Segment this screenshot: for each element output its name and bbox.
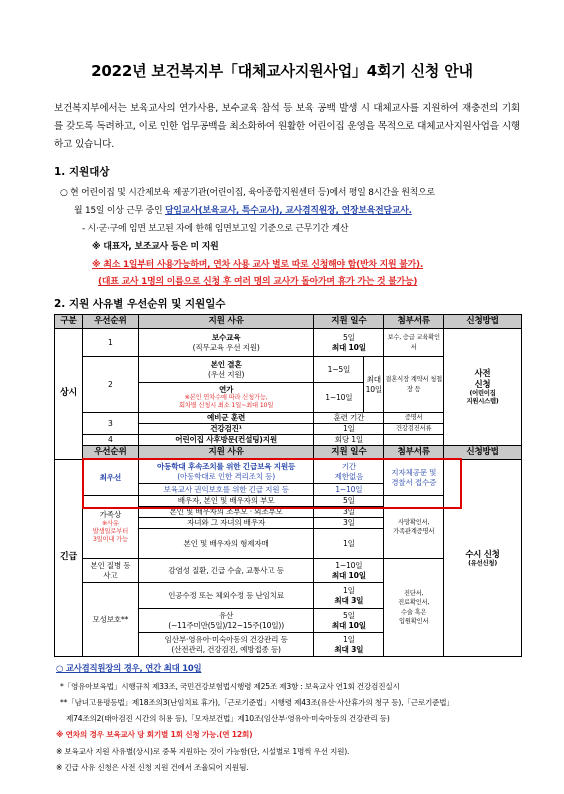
section2-heading: 2. 지원 사유별 우선순위 및 지원일수: [54, 298, 226, 310]
method-urgent: 수시 신청 (유선신청): [444, 460, 522, 657]
rank-cell: 4: [82, 435, 138, 446]
reason-cell: 임산부·영유아·미숙아동의 건강관리 등 (산전관리, 건강검진, 예방접종 등): [138, 633, 314, 657]
days-cell: 기간 제한없음: [314, 460, 384, 484]
reason-cell: 감염성 질환, 긴급 수술, 교통사고 등: [138, 559, 314, 583]
days-cell: 훈련 기간: [314, 413, 384, 424]
note-5: ※ 연차의 경우 보육교사 당 회기별 1회 신청 가능.(연 12회): [56, 730, 253, 739]
reason-cell: 유산 (~11주미만(5일)/12~15주(10일)): [138, 609, 314, 633]
doc-cell: 진단서, 진료확인서, 수술 혹은 입원확인서: [384, 559, 444, 657]
days-cell: 1일: [314, 529, 384, 559]
table-row: [55, 460, 522, 484]
table-header-row-2: [55, 446, 522, 460]
rank-cell: 2: [82, 357, 138, 413]
doc-cell: 지자체공문 및 경찰서 접수증: [384, 460, 444, 496]
reason-cell: 본인 및 배우자의 형제자매: [138, 529, 314, 559]
group-regular: 상시: [55, 329, 83, 460]
days-cell: 5일: [314, 496, 384, 507]
days-cell: 회당 1일: [314, 435, 384, 446]
reason-cell: 보수교육 (직무교육 우선 지원): [138, 329, 314, 357]
days-cell: 5일 최대 10일: [314, 609, 384, 633]
doc-cell: 보수, 승급 교육확인서: [384, 329, 444, 357]
sick-cell: 본인 질병 등 사고: [82, 559, 138, 583]
days-cell: 3일: [314, 518, 384, 529]
method-regular: 사전 신청 (어린이집 지원시스템): [444, 329, 522, 446]
reason-cell: 배우자, 본인 및 배우자의 부모: [138, 496, 314, 507]
note-1: ○ 교사겸직원장의 경우, 연간 최대 10일: [56, 663, 202, 673]
support-table: [54, 314, 522, 657]
header-cell: 우선순위: [82, 315, 138, 329]
table-header-row: [55, 315, 522, 329]
note-4: 제74조의2(태아검진 시간의 허용 등),「모자보건법」제10조(임산부·영유아·미숙아동의 건강관리 등): [66, 714, 390, 723]
target-line-6: (대표 교사 1명의 이름으로 신청 후 여러 명의 교사가 돌아가며 휴가 가는 것 불가능): [98, 277, 418, 287]
reason-cell: 보육교사 권익보호를 위한 긴급 지원 등: [138, 484, 314, 496]
header-cell: 신청방법: [444, 315, 522, 329]
days-cell: 1일 최대 3일: [314, 583, 384, 609]
header-cell: 지원 사유: [138, 315, 314, 329]
doc-cell: 건강검진서류: [384, 424, 444, 435]
days-cell: 3일: [314, 507, 384, 518]
reason-cell: 예비군 훈련: [138, 413, 314, 424]
target-line-2: [74, 203, 412, 216]
intro-paragraph: 보건복지부에서는 보육교사의 연가사용, 보수교육 참석 등 보육 공백 발생 시 대체교사를 지원하여 재충전의 기회를 갖도록 독려하고, 이로 인한 업무공백을 최소화하여 원활한 어린이집 운영을 목적으로 대체교사지원사업을 시행하고 있습니다.: [54, 103, 520, 150]
header-cell: 지원 일수: [314, 446, 384, 460]
table-row: [55, 329, 522, 357]
note-7: ※ 긴급 사유 신청은 사전 신청 지원 건에서 조율되어 지원됨.: [56, 763, 249, 772]
note-3: **「남녀고용평등법」제18조의3(난임치료 휴가),「근로기준법」시행령 제43조(유산·사산휴가의 청구 등),「근로기준법」: [60, 698, 454, 707]
reason-cell: 아동학대 후속조치를 위한 긴급보육 지원등 (아동학대로 인한 격리조치 등): [138, 460, 314, 484]
days-cell: 1~10일 최대 10일: [314, 559, 384, 583]
header-cell: 첨부서류: [384, 446, 444, 460]
target-line-3: - 시·군·구에 임면 보고된 자에 한해 임면보고일 기준으로 근무기간 계산: [82, 224, 349, 234]
target-line-4: ※ 대표자, 보조교사 등은 미 지원: [92, 242, 219, 252]
doc-cell: [384, 435, 444, 446]
group-urgent: 긴급: [55, 460, 83, 657]
reason-cell: 인공수정 또는 체외수정 등 난임치료: [138, 583, 314, 609]
reason-cell: 본인 및 배우자의 조부모 · 외조부모: [138, 507, 314, 518]
rank-cell: 1: [82, 329, 138, 357]
reason-cell: 연가 ※본인 연차수에 따라 신청가능, 회차별 신청시 최소 1일~최대 10일: [138, 383, 314, 413]
reason-cell: 본인 결혼 (우선 지원): [138, 357, 314, 383]
header-cell: 지원 일수: [314, 315, 384, 329]
doc-cell: 사망확인서, 가족관계증명서: [384, 496, 444, 559]
rank-top: 최우선: [82, 460, 138, 496]
care-cell: 가족상 ※사유 발생일로부터 3일이내 가능: [82, 496, 138, 559]
days-cell: 1일: [314, 424, 384, 435]
reason-cell: 자녀와 그 자녀의 배우자: [138, 518, 314, 529]
reason-cell: 어린이집 사후방문(컨설팅)지원: [138, 435, 314, 446]
header-cell: 우선순위: [82, 446, 138, 460]
maternity-cell: 모성보호**: [82, 583, 138, 657]
reason-cell: 건강검진¹: [138, 424, 314, 435]
target-line-1: ○ 현 어린이집 및 시간제보육 제공기관(어린이집, 육아종합지원센터 등)에서 평일 8시간을 원칙으로: [60, 188, 435, 198]
target-line-2a: 월 15일 이상 근무 중인: [74, 206, 165, 216]
header-cell: 구분: [55, 315, 83, 329]
target-line-5: ※ 최소 1일부터 사용가능하며, 연차 사용 교사 별로 따로 신청해야 함(반차 지원 불가).: [92, 260, 424, 270]
days-cell: 1~5일: [314, 357, 364, 383]
section1-heading: 1. 지원대상: [54, 166, 110, 178]
days-cell: 5일 최대 10일: [314, 329, 384, 357]
note-6: ※ 보육교사 지원 사유별(상시)로 중복 지원하는 것이 가능함(단, 시설별로 1명씩 우선 지원).: [56, 747, 350, 756]
days-cell: 1~10일: [314, 383, 364, 413]
days-max-cell: 최대 10일: [364, 357, 384, 413]
days-cell: 1~10일: [314, 484, 384, 496]
doc-cell: 결혼식장 계약서 청첩장 등: [384, 357, 444, 413]
target-teachers: 담임교사(보육교사, 특수교사), 교사겸직원장, 연장보육전담교사.: [164, 206, 412, 216]
page-title: 2022년 보건복지부「대체교사지원사업」4회기 신청 안내: [91, 62, 473, 80]
header-cell: 첨부서류: [384, 315, 444, 329]
days-cell: 1일 최대 3일: [314, 633, 384, 657]
rank-cell: 3: [82, 413, 138, 435]
header-cell: 지원 사유: [138, 446, 314, 460]
note-2: *「영유아보육법」시행규칙 제33조, 국민건강보험법시행령 제25조 제3항 : 보육교사 연1회 건강검진실시: [60, 682, 400, 691]
header-cell: 신청방법: [444, 446, 522, 460]
doc-cell: 증명서: [384, 413, 444, 424]
